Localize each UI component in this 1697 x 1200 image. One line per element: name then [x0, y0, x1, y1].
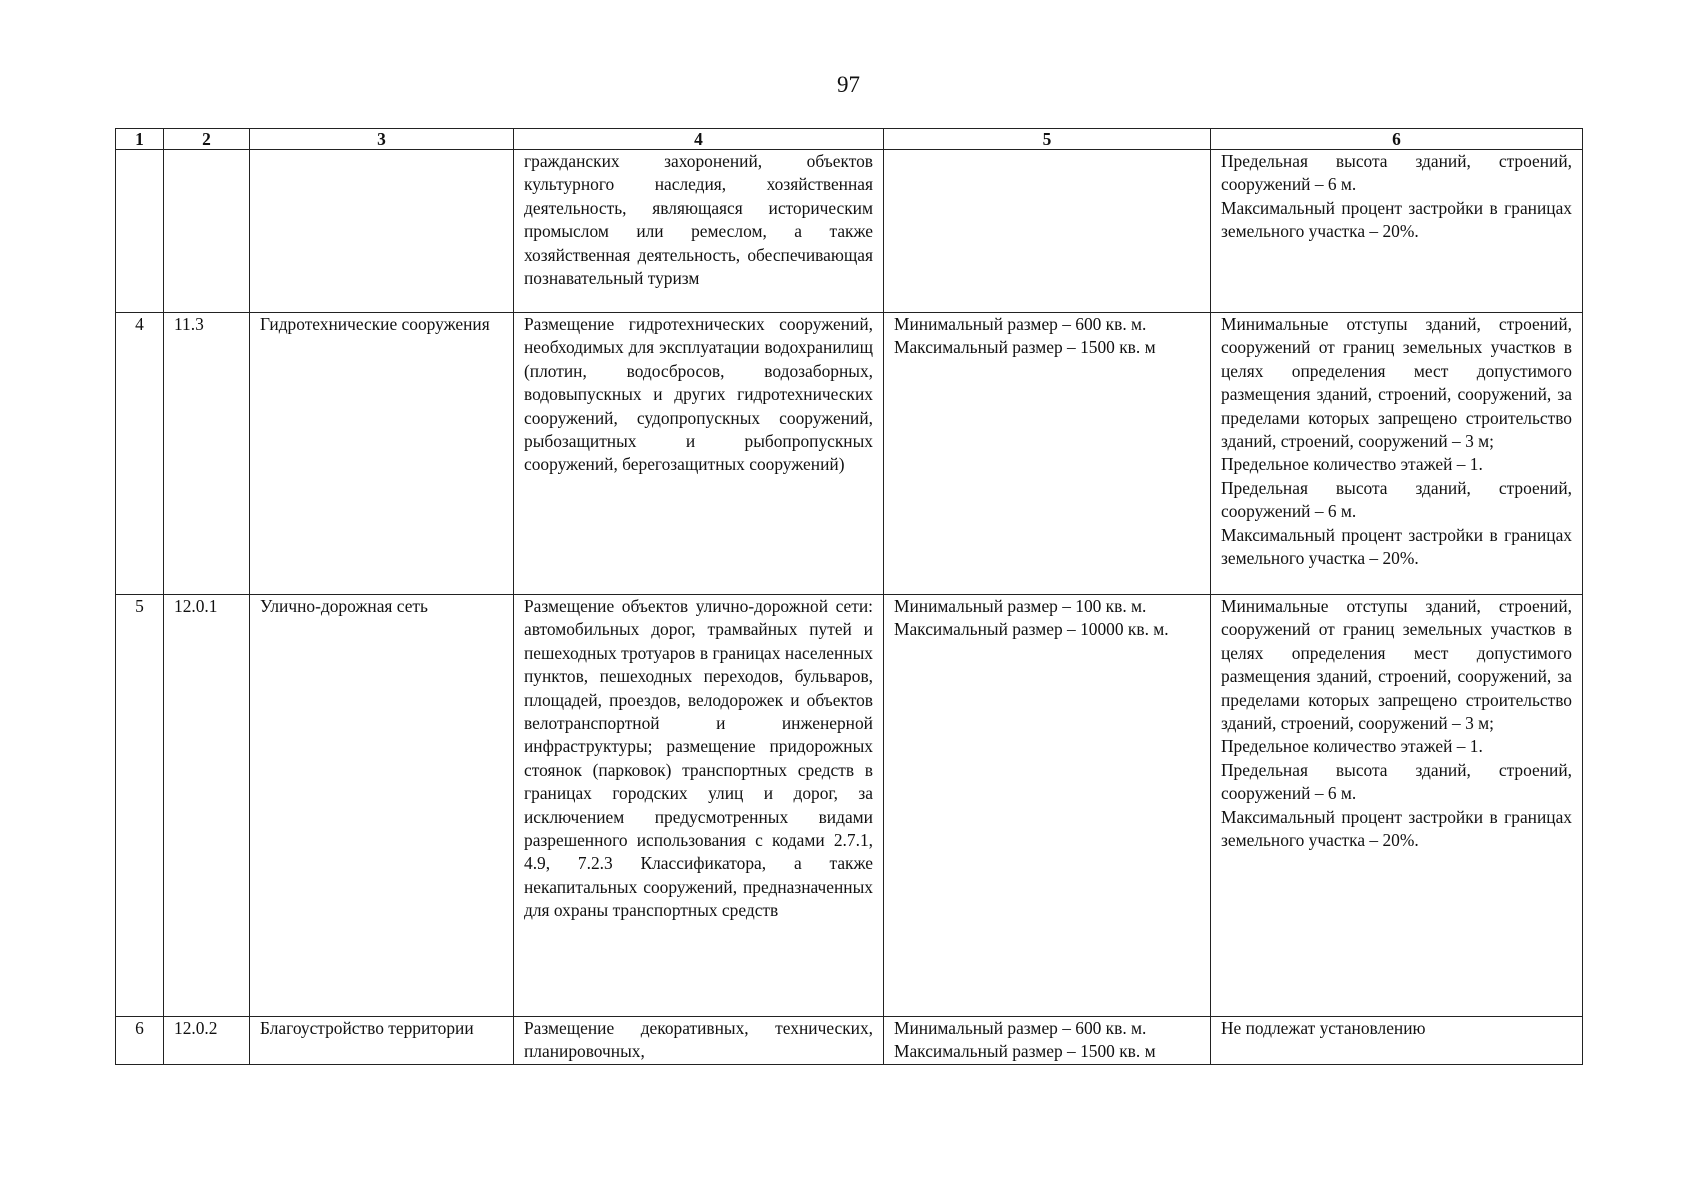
- plot-sizes: [884, 150, 1211, 313]
- classifier-code: [164, 150, 250, 313]
- building-parameters: [1211, 313, 1583, 595]
- column-header-5: 5: [884, 129, 1211, 150]
- classifier-code: 12.0.1: [164, 595, 250, 1017]
- column-header-6: 6: [1211, 129, 1583, 150]
- plot-sizes: Минимальный размер – 600 кв. м. Максимальный размер – 1500 кв. м: [884, 313, 1211, 595]
- building-parameters: [1211, 595, 1583, 1017]
- land-use-table: [115, 128, 1583, 1065]
- table-row: [116, 150, 1583, 313]
- use-type-name: [250, 150, 514, 313]
- table-row: [116, 595, 1583, 1017]
- parameter-line: Минимальные отступы зданий, строений, сооружений от границ земельных участков в целях определения мест допустимого размещения зданий, строений, сооружений, за пределами которых запрещено строительство зданий, строений, сооружений – 3 м;: [1221, 314, 1572, 452]
- parameter-line: Минимальные отступы зданий, строений, сооружений от границ земельных участков в целях определения мест допустимого размещения зданий, строений, сооружений, за пределами которых запрещено строительство зданий, строений, сооружений – 3 м;: [1221, 596, 1572, 734]
- header-row: [116, 129, 1583, 150]
- column-header-3: 3: [250, 129, 514, 150]
- use-description: Размещение гидротехнических сооружений, необходимых для эксплуатации водохранилищ (плотин, водосбросов, водозаборных, водовыпускных и других гидротехнических сооружений, судопропускных сооружений, рыбозащитных и рыбопропускных сооружений, берегозащитных сооружений): [514, 313, 884, 595]
- building-parameters: [1211, 150, 1583, 313]
- use-description: гражданских захоронений, объектов культурного наследия, хозяйственная деятельность, являющаяся историческим промыслом или ремеслом, а также хозяйственная деятельность, обеспечивающая познавательный туризм: [514, 150, 884, 313]
- parameter-line: Предельная высота зданий, строений, сооружений – 6 м.: [1221, 759, 1572, 804]
- parameter-line: Максимальный процент застройки в границах земельного участка – 20%.: [1221, 806, 1572, 851]
- parameter-line: Максимальный процент застройки в границах земельного участка – 20%.: [1221, 524, 1572, 569]
- parameter-line: Предельная высота зданий, строений, сооружений – 6 м.: [1221, 477, 1572, 522]
- column-header-1: 1: [116, 129, 164, 150]
- table-row: [116, 313, 1583, 595]
- row-number: [116, 150, 164, 313]
- use-type-name: Улично-дорожная сеть: [250, 595, 514, 1017]
- row-number: 5: [116, 595, 164, 1017]
- use-description: Размещение объектов улично-дорожной сети: автомобильных дорог, трамвайных путей и пешеходных тротуаров в границах населенных пунктов, пешеходных переходов, бульваров, площадей, проездов, велодорожек и объектов велотранспортной и инженерной инфраструктуры; размещение придорожных стоянок (парковок) транспортных средств в границах городских улиц и дорог, за исключением предусмотренных видами разрешенного использования с кодами 2.7.1, 4.9, 7.2.3 Классификатора, а также некапитальных сооружений, предназначенных для охраны транспортных средств: [514, 595, 884, 1017]
- parameter-line: Предельное количество этажей – 1.: [1221, 736, 1483, 757]
- table-row: [116, 1017, 1583, 1065]
- parameter-line: Предельная высота зданий, строений, сооружений – 6 м.: [1221, 151, 1572, 195]
- use-description: Размещение декоративных, технических, планировочных,: [514, 1017, 884, 1065]
- use-type-name: Благоустройство территории: [250, 1017, 514, 1065]
- row-number: 4: [116, 313, 164, 595]
- use-type-name: Гидротехнические сооружения: [250, 313, 514, 595]
- page-number: 97: [837, 72, 860, 97]
- parameter-line: Предельное количество этажей – 1.: [1221, 454, 1483, 475]
- parameter-line: Не подлежат установлению: [1221, 1018, 1426, 1038]
- row-number: 6: [116, 1017, 164, 1065]
- plot-sizes: Минимальный размер – 600 кв. м. Максимальный размер – 1500 кв. м: [884, 1017, 1211, 1065]
- column-header-4: 4: [514, 129, 884, 150]
- building-parameters: [1211, 1017, 1583, 1065]
- parameter-line: Максимальный процент застройки в границах земельного участка – 20%.: [1221, 197, 1572, 242]
- classifier-code: 12.0.2: [164, 1017, 250, 1065]
- classifier-code: 11.3: [164, 313, 250, 595]
- column-header-2: 2: [164, 129, 250, 150]
- plot-sizes: Минимальный размер – 100 кв. м. Максимальный размер – 10000 кв. м.: [884, 595, 1211, 1017]
